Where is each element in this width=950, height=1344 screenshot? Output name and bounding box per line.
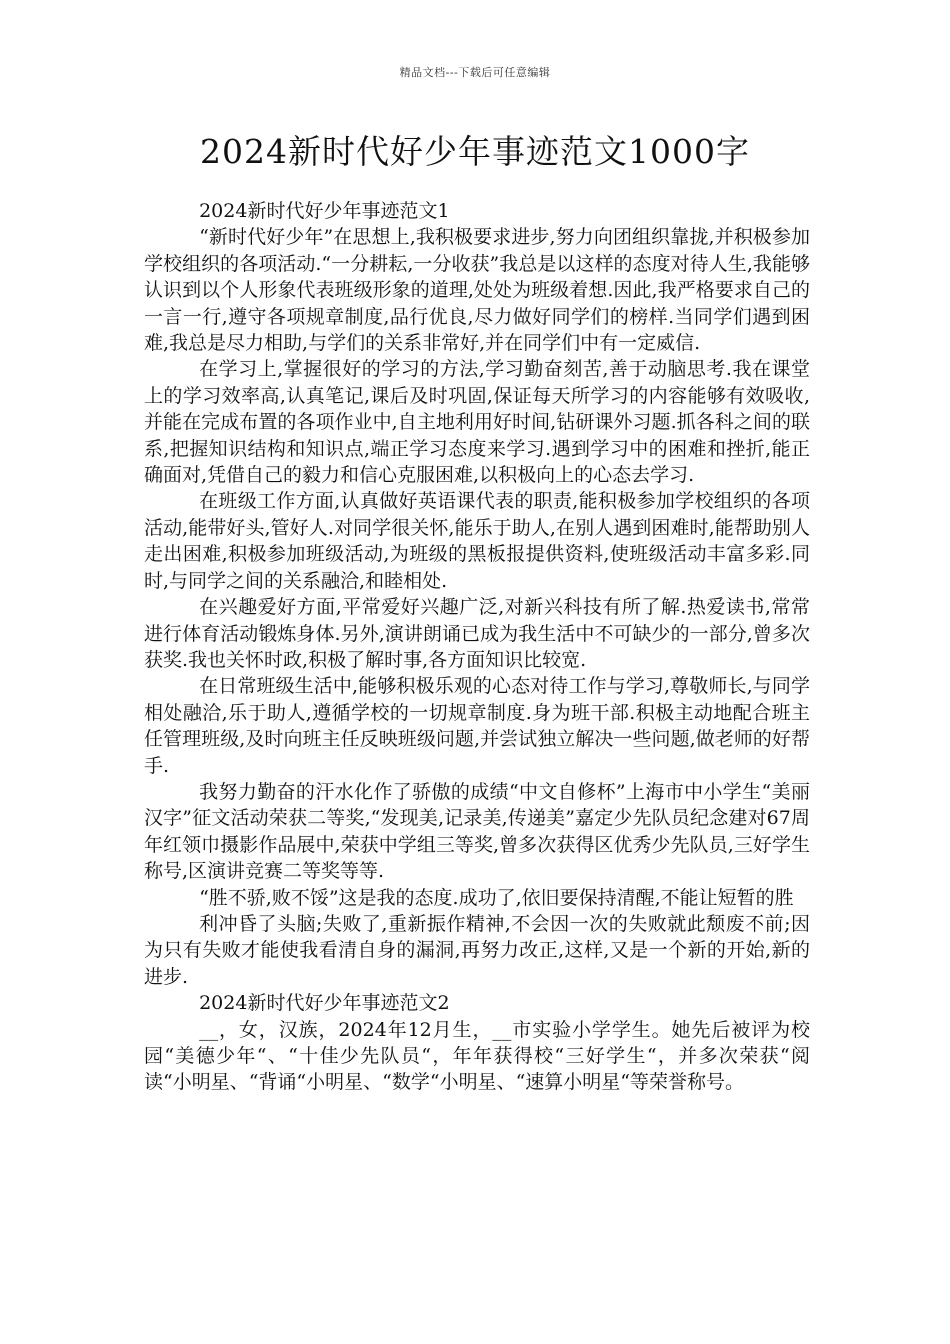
paragraph: 我努力勤奋的汗水化作了骄傲的成绩“中文自修杯”上海市中小学生“美丽汉字”征文活动荣获二等奖,“发现美,记录美,传递美”嘉定少先队员纪念建对67周年红领巾摄影作品展中,荣获中学组三等奖,曾多次获得区优秀少先队员,三好学生称号,区演讲竞赛二等奖等等. [144,780,810,883]
paragraph: 在学习上,掌握很好的学习的方法,学习勤奋刻苦,善于动脑思考.我在课堂上的学习效率高,认真笔记,课后及时巩固,保证每天所学习的内容能够有效吸收,并能在完成布置的各项作业中,自主地利用好时间,钻研课外习题.抓各科之间的联系,把握知识结构和知识点,端正学习态度来学习.遇到学习中的困难和挫折,能正确面对,凭借自己的毅力和信心克服困难,以积极向上的心态去学习. [144,358,810,487]
section-heading-2: 2024新时代好少年事迹范文2 [199,992,450,1015]
section-heading-1: 2024新时代好少年事迹范文1 [199,200,450,222]
paragraph: 利冲昏了头脑;失败了,重新振作精神,不会因一次的失败就此颓废不前;因为只有失败才能使我看清自身的漏洞,再努力改正,这样,又是一个新的开始,新的进步. [144,912,810,988]
paragraph: “胜不骄,败不馁”这是我的态度.成功了,依旧要保持清醒,不能让短暂的胜 [199,886,794,909]
document-title: 2024新时代好少年事迹范文1000字 [200,132,750,171]
header-note: 精品文档---下载后可任意编辑 [399,66,551,79]
paragraph: 在兴趣爱好方面,平常爱好兴趣广泛,对新兴科技有所了解.热爱读书,常常进行体育活动锻炼身体.另外,演讲朗诵已成为我生活中不可缺少的一部分,曾多次获奖.我也关怀时政,积极了解时事,各方面知识比较宽. [144,596,810,671]
paragraph: 在班级工作方面,认真做好英语课代表的职责,能积极参加学校组织的各项活动,能带好头,管好人.对同学很关怀,能乐于助人,在别人遇到困难时,能帮助别人走出困难,积极参加班级活动,为班级的黑板报提供资料,使班级活动丰富多彩.同时,与同学之间的关系融洽,和睦相处. [144,490,810,592]
document-body [144,198,810,1096]
paragraph: __，女，汉族，2024年12月生，__市实验小学学生。她先后被评为校园“美德少年“、“十佳少先队员“，年年获得校“三好学生“，并多次荣获“阅读“小明星、“背诵“小明星、“数学“小明星、“速算小明星“等荣誉称号。 [144,1018,810,1094]
paragraph: 在日常班级生活中,能够积极乐观的心态对待工作与学习,尊敬师长,与同学相处融洽,乐于助人,遵循学校的一切规章制度.身为班干部.积极主动地配合班主任管理班级,及时向班主任反映班级问题,并尝试独立解决一些问题,做老师的好帮手. [144,675,810,777]
paragraph: “新时代好少年”在思想上,我积极要求进步,努力向团组织靠拢,并积极参加学校组织的各项活动.“一分耕耘,一分收获”我总是以这样的态度对待人生,我能够认识到以个人形象代表班级形象的道理,处处为班级着想.因此,我严格要求自己的一言一行,遵守各项规章制度,品行优良,尽力做好同学们的榜样.当同学们遇到困难,我总是尽力相助,与学们的关系非常好,并在同学们中有一定威信. [144,226,810,355]
